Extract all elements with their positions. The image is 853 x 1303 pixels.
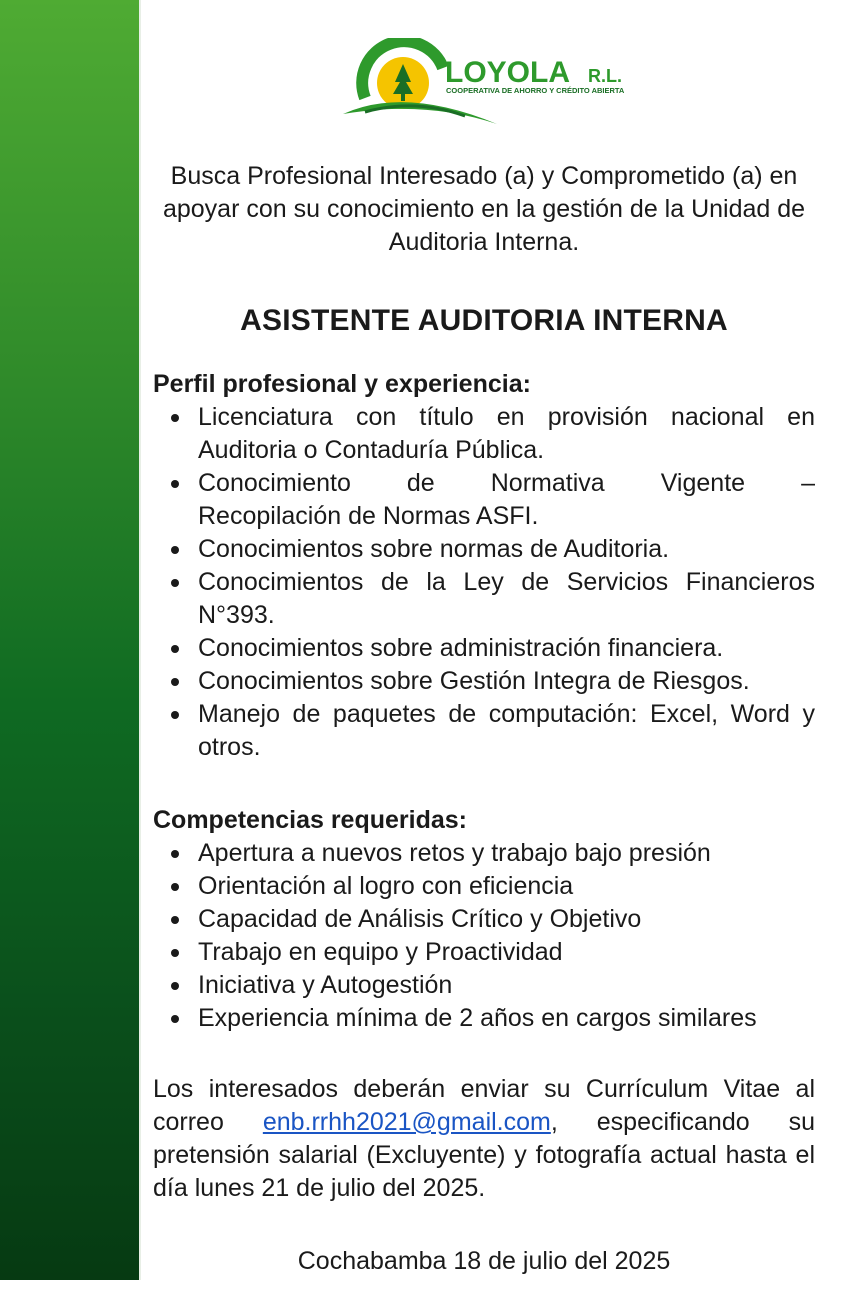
list-item: Conocimientos sobre administración financiera.: [153, 632, 815, 665]
closing-text: Los interesados deberán enviar su Currículum Vitae al correo enb.rrhh2021@gmail.com, especificando su pretensión salarial (Excluyente) y fotografía actual hasta el día lunes 21 de julio del 2025.: [153, 1075, 816, 1202]
announcement-content: [153, 160, 815, 1303]
logo-suffix: R.L.: [588, 66, 622, 86]
list-item: Apertura a nuevos retos y trabajo bajo presión: [153, 837, 815, 870]
logo-name: LOYOLA: [445, 56, 570, 89]
list-item: Orientación al logro con eficiencia: [153, 870, 815, 903]
list-item: Capacidad de Análisis Crítico y Objetivo: [153, 903, 815, 936]
competencies-heading: Competencias requeridas:: [153, 806, 467, 834]
list-item: Iniciativa y Autogestión: [153, 969, 815, 1002]
list-item: Conocimientos sobre Gestión Integra de Riesgos.: [153, 665, 815, 698]
job-title: ASISTENTE AUDITORIA INTERNA: [240, 304, 728, 337]
loyola-logo: [335, 38, 635, 130]
list-item: Experiencia mínima de 2 años en cargos similares: [153, 1002, 815, 1035]
list-item: Trabajo en equipo y Proactividad: [153, 936, 815, 969]
list-item: Conocimientos sobre normas de Auditoria.: [153, 533, 815, 566]
logo-tagline: COOPERATIVA DE AHORRO Y CRÉDITO ABIERTA: [446, 86, 625, 95]
email-link[interactable]: enb.rrhh2021@gmail.com: [262, 1108, 551, 1136]
profile-list: [153, 401, 815, 764]
intro-text: Busca Profesional Interesado (a) y Comprometido (a) en apoyar con su conocimiento en la gestión de la Unidad de Auditoria Interna.: [162, 162, 806, 256]
list-item: Licenciatura con título en provisión nacional en Auditoria o Contaduría Pública.: [153, 401, 815, 467]
side-divider: [139, 0, 141, 1280]
list-item: Conocimientos de la Ley de Servicios Financieros N°393.: [153, 566, 815, 632]
place-date: Cochabamba 18 de julio del 2025: [297, 1247, 671, 1275]
profile-heading: Perfil profesional y experiencia:: [153, 370, 531, 398]
list-item: Conocimiento de Normativa Vigente – Recopilación de Normas ASFI.: [153, 467, 815, 533]
list-item: Manejo de paquetes de computación: Excel, Word y otros.: [153, 698, 815, 764]
side-decoration-bar: [0, 0, 139, 1280]
competencies-list: [153, 837, 815, 1035]
